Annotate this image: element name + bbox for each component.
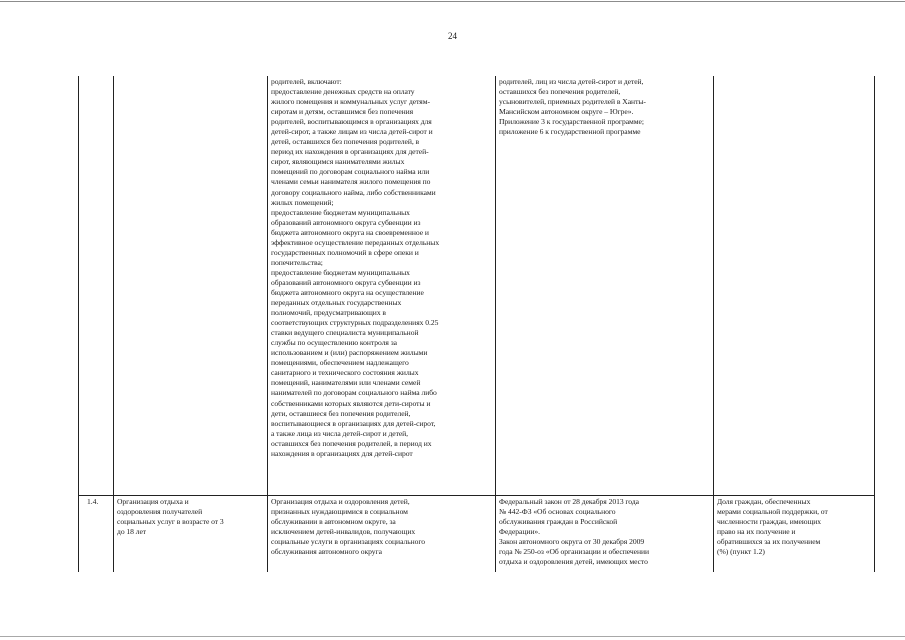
column-divider-3 bbox=[495, 76, 496, 572]
scan-edge-top bbox=[0, 1, 905, 2]
activity-name-cell bbox=[117, 78, 265, 494]
column-divider-2 bbox=[267, 76, 268, 572]
column-divider-4 bbox=[713, 76, 714, 572]
column-divider-1 bbox=[113, 76, 114, 572]
scan-edge-bottom bbox=[0, 636, 905, 637]
activity-name-cell: Организация отдыха и оздоровления получателей социальных услуг в возрасте от 3 до 18 лет bbox=[117, 497, 224, 537]
table-border-right bbox=[874, 76, 875, 572]
activity-content-cell: родителей, включают: предоставление денежных средств на оплату жилого помещения и коммунальных услуг детям- сиротам и детям, оставшимся без попечения родителей, воспитывающимся в организациях для детей-сирот, а также лицам из числа детей-сирот и детей, оставшихся без попечения родителей, в период их нахождения в организациях для детей- сирот, являющимся нанимателями жилых помещений по договорам социального найма или членами семьи нанимателя жилого помещения по договору социального найма, либо собственниками жилых помещений; предоставление бюджетам муниципальных образований автономного округа субвенции из бюджета автономного округа на своевременное и эффективное осуществление переданных отдельных государственных полномочий в сфере опеки и попечительства; предоставление бюджетам муниципальных образований автономного округа субвенции из бюджета автономного округа на осуществление переданных отдельных государственных полномочий, предусматривающих в соответствующих структурных подразделениях 0.25 ставки ведущего специалиста муниципальной службы по осуществлению контроля за использованием и (или) распоряжением жилыми помещениями, обеспечением надлежащего санитарного и технического состояния жилых помещений, нанимателями или членами семей нанимателей по договорам социального найма либо собственниками которых являются дети-сироты и дети, оставшиеся без попечения родителей, воспитывающиеся в организациях для детей-сирот, а также лица из числа детей-сирот и детей, оставшихся без попечения родителей, в период их нахождения в организациях для детей-сирот bbox=[271, 77, 440, 458]
indicator-cell bbox=[717, 78, 872, 494]
page-number: 24 bbox=[448, 31, 457, 41]
table-border-left bbox=[78, 76, 79, 572]
row-number-cell: 1.4. bbox=[87, 497, 99, 506]
legal-basis-cell: Федеральный закон от 28 декабря 2013 года № 442-ФЗ «Об основах социального обслуживания граждан в Российской Федерации». Закон автономного округа от 30 декабря 2009 года № 250-оз «Об организации и обеспечении отдыха и оздоровления детей, имеющих место bbox=[499, 497, 650, 567]
legal-basis-cell: родителей, лиц из числа детей-сирот и детей, оставшихся без попечения родителей, усыновителей, приемных родителей в Ханты- Мансийском автономном округе – Югре». Приложение 3 к государственной программе; приложение 6 к государственной программе bbox=[499, 77, 646, 137]
indicator-cell: Доля граждан, обеспеченных мерами социальной поддержки, от численности граждан, имеющих право на их получение и обратившихся за их получением (%) (пункт 1.2) bbox=[717, 497, 828, 557]
row-number-cell bbox=[82, 78, 111, 494]
activity-content-cell: Организация отдыха и оздоровления детей, признанных нуждающимися в социальном обслуживании в автономном округе, за исключением детей-инвалидов, получающих социальные услуги в организациях социального обслуживания автономного округа bbox=[271, 497, 425, 557]
row-divider bbox=[78, 495, 875, 496]
